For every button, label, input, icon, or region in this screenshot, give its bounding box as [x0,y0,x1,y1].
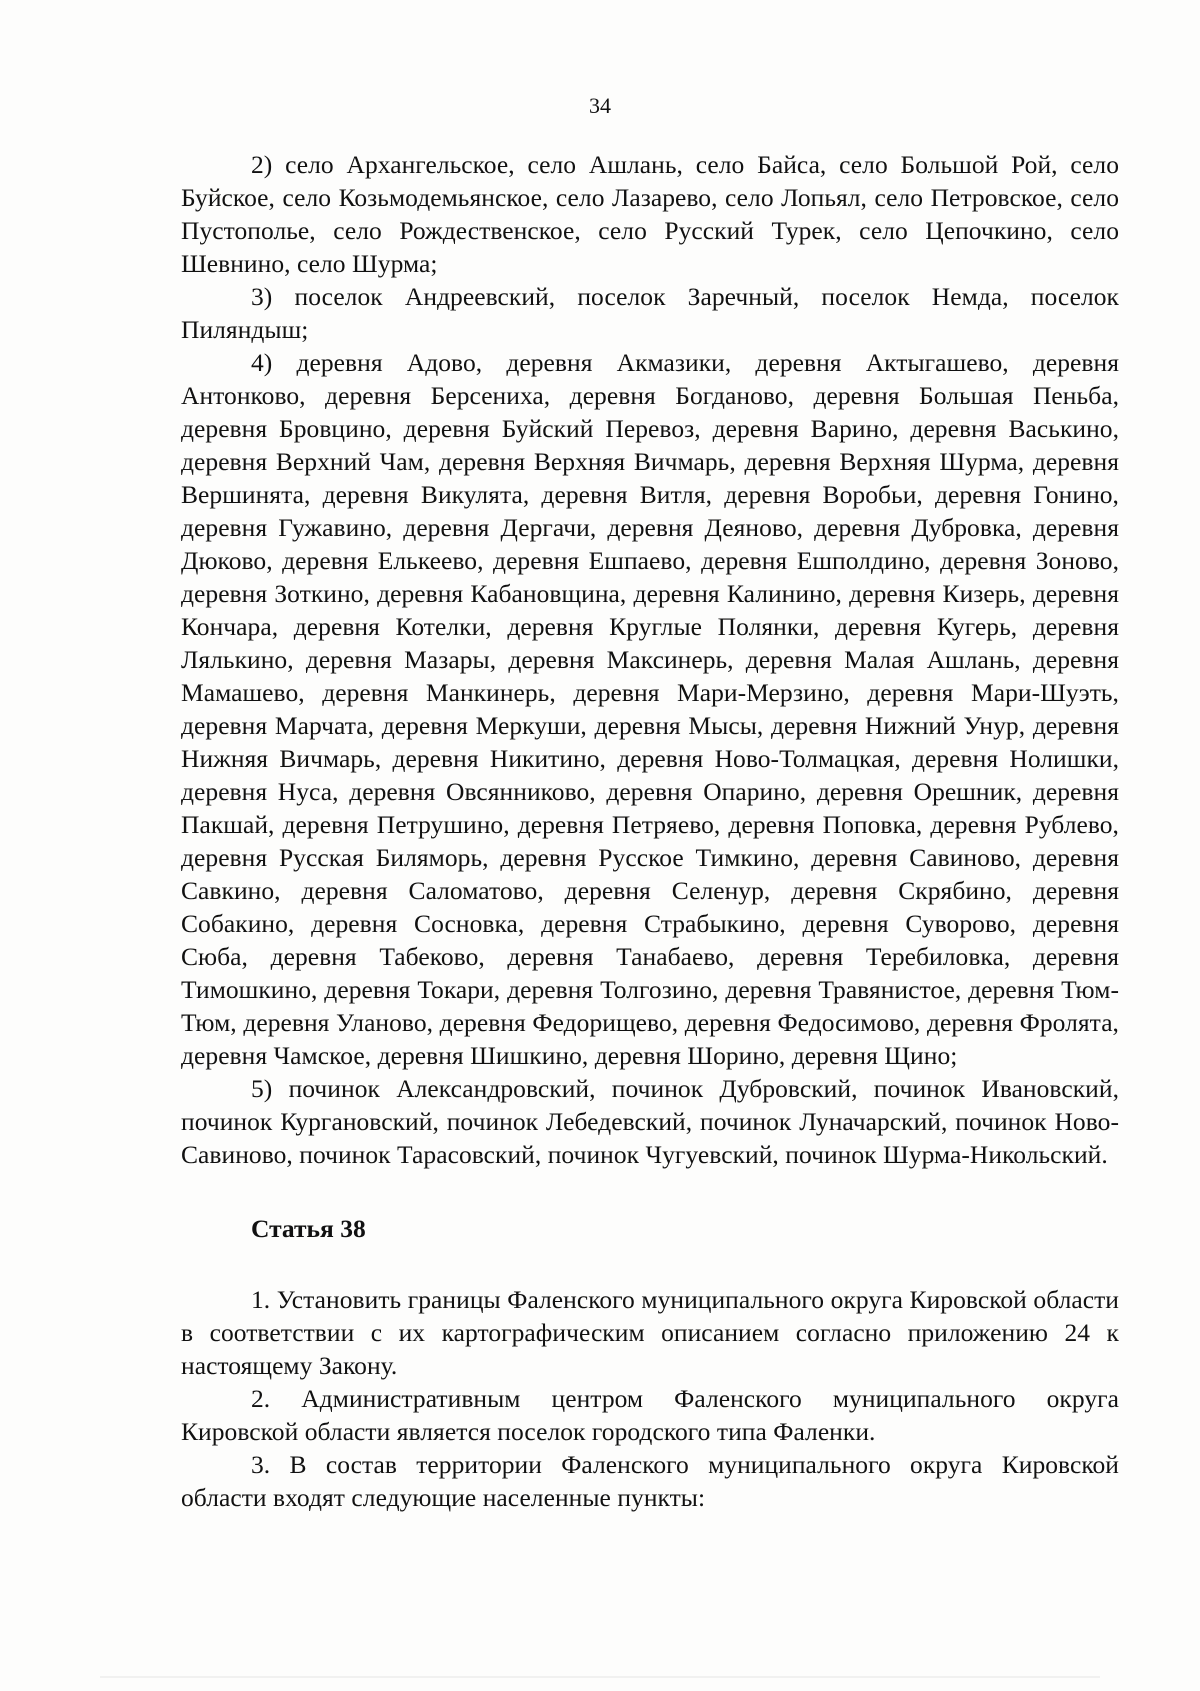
article-heading: Статья 38 [251,1214,366,1243]
list-item-hamlets-pochinok: 5) починок Александровский, починок Дубровский, починок Ивановский, починок Кургановский, починок Лебедевский, починок Луначарский, починок Ново-Савиново, починок Тарасовский, починок Чугуевский, починок Шурма-Никольский. [181,1074,1119,1169]
page-number: 34 [589,93,611,118]
article-paragraph-2: 2. Административным центром Фаленского муниципального округа Кировской области является поселок городского типа Фаленки. [181,1384,1119,1446]
list-item-villages-selo: 2) село Архангельское, село Ашлань, село Байса, село Большой Рой, село Буйское, село Козьмодемьянское, село Лазарево, село Лопьял, село Петровское, село Пустополье, село Рождественское, село Русский Турек, село Цепочкино, село Шевнино, село Шурма; [181,150,1119,278]
list-item-settlements-poselok: 3) поселок Андреевский, поселок Заречный, поселок Немда, поселок Пиляндыш; [181,282,1119,344]
article-paragraph-1: 1. Установить границы Фаленского муниципального округа Кировской области в соответствии с их картографическим описанием согласно приложению 24 к настоящему Закону. [181,1285,1119,1380]
document-body [181,148,1119,1514]
article-paragraph-3: 3. В состав территории Фаленского муниципального округа Кировской области входят следующие населенные пункты: [181,1450,1119,1512]
scan-artifact-line [100,1676,1100,1678]
list-item-villages-derevnya: 4) деревня Адово, деревня Акмазики, деревня Актыгашево, деревня Антонково, деревня Берсениха, деревня Богданово, деревня Большая Пеньба, деревня Бровцино, деревня Буйский Перевоз, деревня Варино, деревня Васькино, деревня Верхний Чам, деревня Верхняя Вичмарь, деревня Верхняя Шурма, деревня Вершинята, деревня Викулята, деревня Витля, деревня Воробьи, деревня Гонино, деревня Гужавино, деревня Дергачи, деревня Деяново, деревня Дубровка, деревня Дюково, деревня Елькеево, деревня Ешпаево, деревня Ешполдино, деревня Зоново, деревня Зоткино, деревня Кабановщина, деревня Калинино, деревня Кизерь, деревня Кончара, деревня Котелки, деревня Круглые Полянки, деревня Кугерь, деревня Лялькино, деревня Мазары, деревня Максинерь, деревня Малая Ашлань, деревня Мамашево, деревня Манкинерь, деревня Мари-Мерзино, деревня Мари-Шуэть, деревня Марчата, деревня Меркуши, деревня Мысы, деревня Нижний Унур, деревня Нижняя Вичмарь, деревня Никитино, деревня Ново-Толмацкая, деревня Нолишки, деревня Нуса, деревня Овсянниково, деревня Опарино, деревня Орешник, деревня Пакшай, деревня Петрушино, деревня Петряево, деревня Поповка, деревня Рублево, деревня Русская Биляморь, деревня Русское Тимкино, деревня Савиново, деревня Савкино, деревня Саломатово, деревня Селенур, деревня Скрябино, деревня Собакино, деревня Сосновка, деревня Страбыкино, деревня Суворово, деревня Сюба, деревня Табеково, деревня Танабаево, деревня Теребиловка, деревня Тимошкино, деревня Токари, деревня Толгозино, деревня Травянистое, деревня Тюм-Тюм, деревня Уланово, деревня Федорищево, деревня Федосимово, деревня Фролята, деревня Чамское, деревня Шишкино, деревня Шорино, деревня Щино; [181,348,1119,1070]
